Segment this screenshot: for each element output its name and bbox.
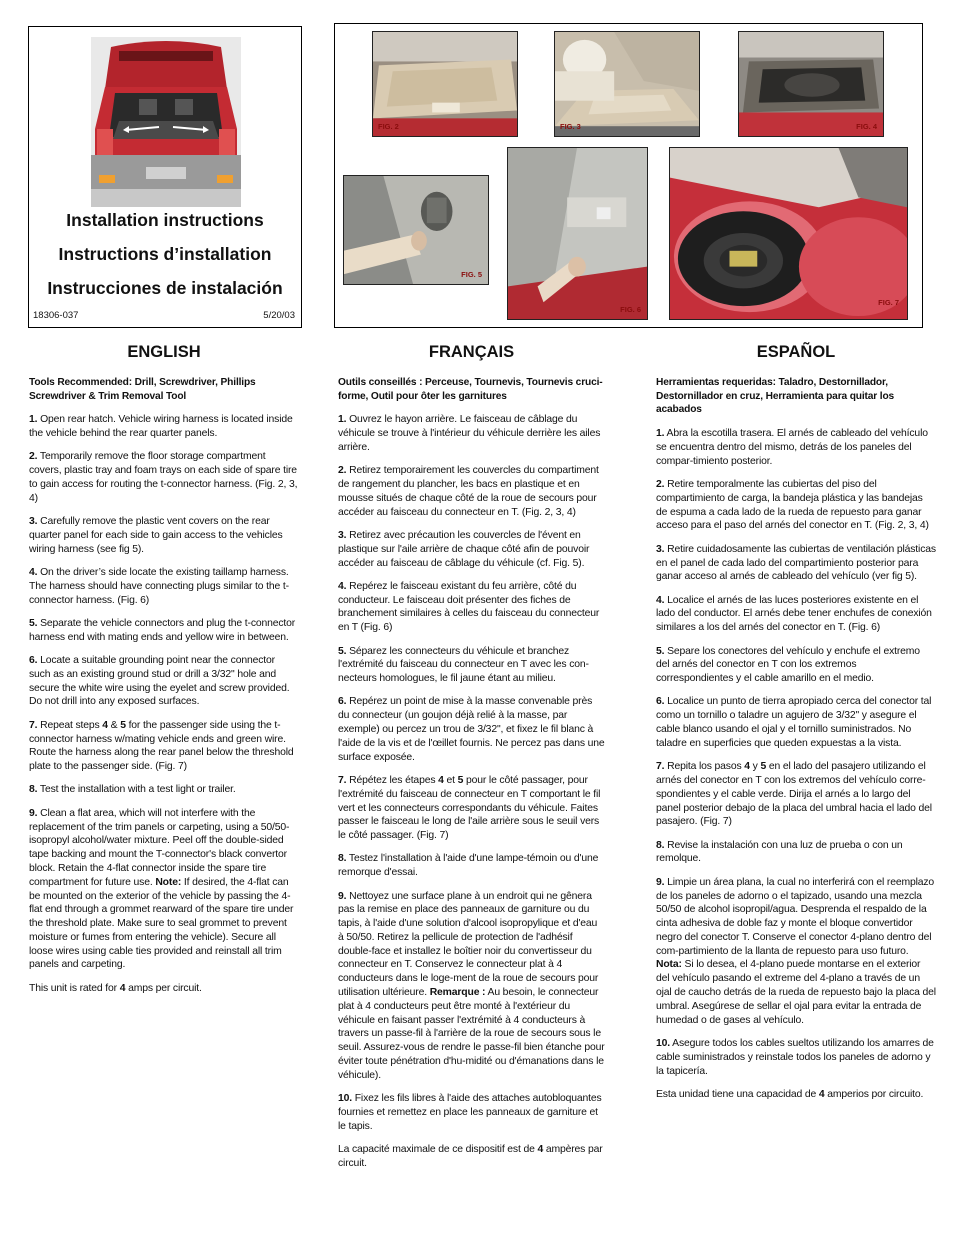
english-step-9: 9. Clean a flat area, which will not interfere with the replacement of the trim panels or carpeting, using a 50/50-isopropyl alcohol/water mixture. Peel off the double-sided tape backing and mount the T-connector's black convertor block. Retain the 4-flat connector inside the spare tire compartment for future use. Note: If desired, the 4-flat can be mounted on the exterior of the vehicle by passing the 4-flat end through a grommet rearward of the spare tire under the threshold plate. Make sure to seal grommet to prevent moisture or fumes from entering the vehicle). Secure all loose wires using cable ties provided and reinstall all trim panels and carpeting. (29, 807, 294, 971)
cover-panel (28, 26, 302, 328)
spanish-rating: Esta unidad tiene una capacidad de 4 amperios por circuito. (656, 1088, 924, 1100)
spanish-step-6: 6. Localice un punto de tierra apropiado cerca del conector tal como un tornillo o taladre un agujero de 3/32" y asegure el cable blanco usando el ojal y el tornillo suministrados. No taladre en superficies que queden expuestas a la vista. (656, 696, 932, 749)
spanish-step-10: 10. Asegure todos los cables sueltos utilizando los amarres de cable suministrados y reinstale todos los paneles de adorno y la tapicería. (656, 1037, 934, 1077)
french-step-7: 7. Répétez les étapes 4 et 5 pour le côté passager, pour l'extrémité du faisceau de connecteur en T comportant le fil vert et les connecteurs correspondants du véhicule. Faites passer le faisceau le long de l'aile arrière sous le seuil vers le côté passager. (Fig. 7) (338, 774, 601, 842)
spanish-step-7: 7. Repita los pasos 4 y 5 en el lado del pasajero utilizando el arnés del conector en T con los extremos del vehículo corre-spondientes y el cable verde. Dirija el arnés a lo largo del panel posterior debajo de la placa del umbral hacia el lado del pasajero. (Fig. 7) (656, 761, 932, 828)
french-step-5: 5. Séparez les connecteurs du véhicule et branchez l'extrémité du faisceau du connecteur en T avec les con-necteurs homologues, le fil jaune étant au milieu. (338, 645, 589, 685)
french-step-6: 6. Repérez un point de mise à la masse convenable près du connecteur (un goujon déjà relié à la masse, par exemple) ou percez un trou de 3/32", et fixez le fil blanc à l'aide de la vis et de l'œillet fournis. Ne percez pas dans une surface exposée. (338, 696, 605, 763)
french-column (338, 343, 605, 1180)
fig2-label: FIG. 2 (378, 122, 399, 131)
english-step-5: 5. Separate the vehicle connectors and plug the t-connector harness end with mating ends and yellow wire in between. (29, 617, 296, 643)
revision-date: 5/20/03 (263, 310, 295, 321)
french-step-1: 1. Ouvrez le hayon arrière. Le faisceau de câblage du véhicule se trouve à l'intérieur du véhicule derrière les ailes arrière. (338, 414, 601, 453)
spanish-step-5: 5. Separe los conectores del vehículo y enchufe el extremo del arnés del conector en T con los extremos correspondientes y el cable amarillo en el medio. (656, 645, 920, 685)
fig6-label: FIG. 6 (620, 305, 641, 314)
english-step-6: 6. Locate a suitable grounding point near the connector such as an existing ground stud or drill a 3/32" hole and secure the white wire using the eyelet and screw provided. Do not drill into any exposed surfaces. (29, 655, 290, 708)
french-rating: La capacité maximale de ce dispositif est de 4 ampères par circuit. (338, 1144, 603, 1169)
spanish-step-2: 2. Retire temporalmente las cubiertas del piso del compartimiento de carga, la bandeja plástica y las bandejas de espuma a cada lado de la rueda de repuesto para ganar acceso para el paso del arnés del conector en T. (Fig. 2, 3, 4) (656, 479, 929, 532)
french-tools: Outils conseillés : Perceuse, Tournevis, Tournevis cruci-forme, Outil pour ôter les garnitures (338, 376, 603, 402)
french-step-2: 2. Retirez temporairement les couvercles du compartiment de rangement du plancher, les bacs en plastique et en mousse situés de chaque côté de la roue de secours pour accéder au faisceau du connecteur en T. (Fig. 2, 3, 4) (338, 465, 599, 518)
spanish-step-4: 4. Localice el arnés de las luces posteriores existente en el lado del conductor. El arnés debe tener enchufes de conexión similares a los del arnés del conector en T. (Fig. 6) (656, 594, 932, 634)
car-rear-photo (91, 37, 241, 207)
english-heading: ENGLISH (127, 343, 201, 361)
figure-4 (738, 31, 884, 137)
french-step-10: 10. Fixez les fils libres à l'aide des attaches autobloquantes fournies et remettez en place les panneaux de garniture et le tapis. (338, 1093, 602, 1132)
fig3-label: FIG. 3 (560, 122, 581, 131)
french-heading: FRANÇAIS (428, 343, 515, 361)
english-tools: Tools Recommended: Drill, Screwdriver, Phillips Screwdriver & Trim Removal Tool (29, 376, 256, 402)
english-column (29, 343, 299, 1005)
figure-7 (669, 147, 908, 320)
french-step-3: 3. Retirez avec précaution les couvercles de l'évent en plastique sur l'aile arrière de chaque côté afin de pouvoir accéder au faisceau de câblage du véhicule (cf. Fig. 5). (338, 529, 590, 569)
fig7-label: FIG. 7 (878, 298, 899, 307)
spanish-step-1: 1. Abra la escotilla trasera. El arnés de cableado del vehículo se encuentra dentro del mismo, detrás de los paneles del compar-timiento posterior. (656, 428, 928, 467)
english-step-3: 3. Carefully remove the plastic vent covers on the rear quarter panel for each side to gain access to the vehicles wiring harness (see fig 5). (29, 516, 283, 555)
title-spanish: Instrucciones de instalación (47, 278, 283, 298)
french-step-4: 4. Repérez le faisceau existant du feu arrière, côté du conducteur. Le faisceau doit présenter des fiches de branchement similaires à celles du faisceau du connecteur en T (Fig. 6) (338, 580, 600, 634)
figure-3 (554, 31, 700, 137)
english-step-2: 2. Temporarily remove the floor storage compartment covers, plastic tray and foam trays on each side of spare tire to gain access for routing the t-connector harness. (Fig. 2, 3, 4) (29, 451, 298, 504)
spanish-step-8: 8. Revise la instalación con una luz de prueba o con un remolque. (656, 839, 903, 865)
figure-5 (343, 175, 489, 285)
english-step-8: 8. Test the installation with a test light or trailer. (29, 784, 236, 796)
french-step-9: 9. Nettoyez une surface plane à un endroit qui ne gênera pas la remise en place des panneaux de garniture ou du tapis, à l'aide d'une solution d'alcool isopropylique et d'eau à 50/50. Retirez la pellicule de protection de l'adhésif double-face et installez le boîtier noir du convertisseur du connecteur en T. Conservez le connecteur plat à 4 conducteurs dans le loge-ment de la roue de secours pour utilisation ultérieure. Remarque : Au besoin, le connecteur plat à 4 conducteurs peut être monté à l'extérieur du véhicule en faisant passer l'extrémité à 4 conducteurs à travers un passe-fil à l'arrière de la roue de secours sous le seuil. Assurez-vous de rendre le passe-fil bien étanche pour éviter toute pénétration d'hu-midité ou d'émanations dans le véhicule). (338, 890, 605, 1081)
french-step-8: 8. Testez l'installation à l'aide d'une lampe-témoin ou d'une remorque d'essai. (338, 853, 599, 879)
spanish-heading: ESPAÑOL (756, 343, 836, 361)
spanish-column (656, 343, 936, 1111)
english-rating: This unit is rated for 4 amps per circuit. (29, 982, 202, 994)
fig4-label: FIG. 4 (856, 122, 877, 131)
part-number: 18306-037 (33, 310, 79, 321)
figures-panel (334, 23, 923, 328)
spanish-step-9: 9. Limpie un área plana, la cual no interferirá con el reemplazo de los paneles de adorno o el tapizado, usando una mezcla 50/50 de alcohol isopropil/agua. Desprenda el respaldo de la cinta adhesiva de doble faz y monte el bloque convertidor negro del conector T. Conserve el conector 4-plano dentro del com-partimiento de la llanta de repuesto para uso futuro. Nota: Si lo desea, el 4-plano puede montarse en el exterior del vehículo pasando el extreme del 4-plano a través de un ojal de caucho detrás de la rueda de repuesto bajo la placa del umbral. Asegúrese de sellar el ojal para evitar la entrada de humedad o de gases al vehículo. (656, 876, 936, 1026)
title-english: Installation instructions (66, 210, 264, 230)
figure-2 (372, 31, 518, 137)
figure-6 (507, 147, 648, 320)
fig5-label: FIG. 5 (461, 270, 482, 279)
spanish-tools: Herramientas requeridas: Taladro, Destornillador, Destornillador en cruz, Herramienta para quitar los acabados (656, 376, 895, 416)
title-french: Instructions d’installation (58, 244, 272, 264)
english-step-7: 7. Repeat steps 4 & 5 for the passenger side using the t-connector harness w/mating vehicle ends and green wire. Route the harness along the rear panel below the threshold plate to the passenger side. (Fig. 7) (29, 719, 294, 773)
english-step-4: 4. On the driver’s side locate the existing taillamp harness. The harness should have connecting plugs similar to the t-connector harness. (Fig. 6) (29, 567, 289, 606)
spanish-step-3: 3. Retire cuidadosamente las cubiertas de ventilación plásticas en el panel de cada lado del compartimiento posterior para ganar acceso al arnés de cableado del vehículo (ver fig 5). (656, 543, 936, 583)
english-step-1: 1. Open rear hatch. Vehicle wiring harness is located inside the vehicle behind the rear quarter panels. (29, 414, 293, 440)
